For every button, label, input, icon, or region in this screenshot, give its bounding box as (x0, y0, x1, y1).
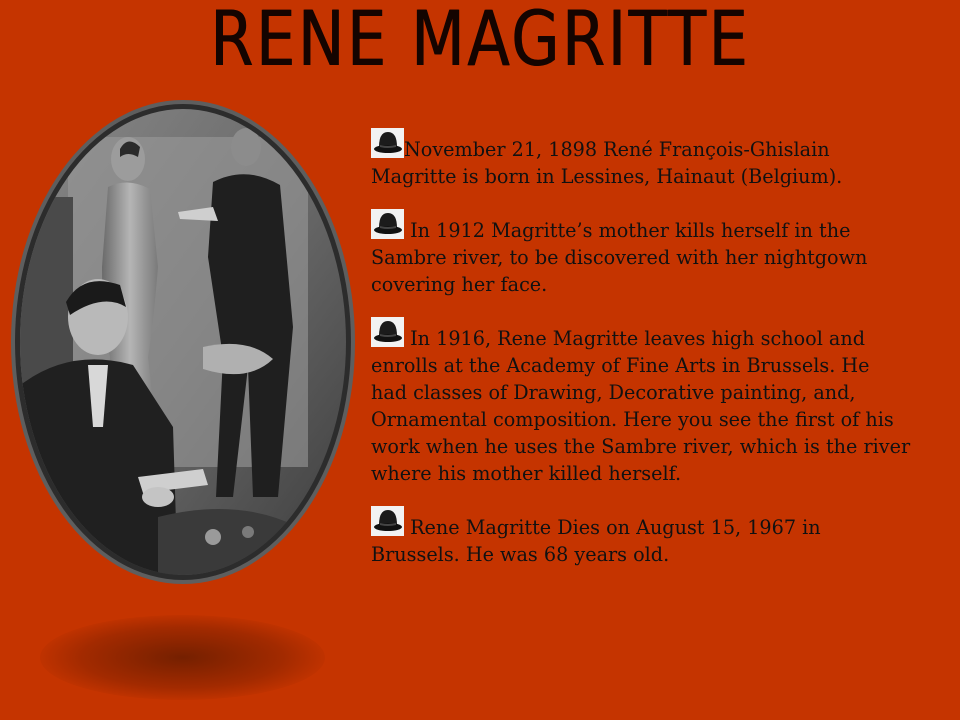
portrait-shadow (40, 615, 325, 700)
bowler-hat-icon (371, 209, 404, 239)
list-item (371, 128, 911, 190)
slide-title: RENE MAGRITTE (209, 0, 751, 83)
item-text: In 1916, Rene Magritte leaves high school and enrolls at the Academy of Fine Arts in Brussels. He had classes of Drawing, Decorative painting, and, Ornamental composition. Here you see the first of his work when he uses the Sambre river, which is the river where his mother killed herself. (371, 327, 911, 485)
bowler-hat-icon (371, 317, 404, 347)
item-text: In 1912 Magritte’s mother kills herself in the Sambre river, to be discovered with her nightgown covering her face. (371, 219, 868, 296)
portrait-photo (8, 97, 358, 587)
item-text: Rene Magritte Dies on August 15, 1967 in Brussels. He was 68 years old. (371, 516, 821, 566)
item-text: November 21, 1898 René François-Ghislain Magritte is born in Lessines, Hainaut (Belgium). (371, 138, 843, 188)
bowler-hat-icon (371, 128, 404, 158)
bullet-list (371, 128, 911, 587)
list-item (371, 209, 911, 298)
list-item (371, 506, 911, 568)
list-item (371, 317, 911, 487)
bowler-hat-icon (371, 506, 404, 536)
